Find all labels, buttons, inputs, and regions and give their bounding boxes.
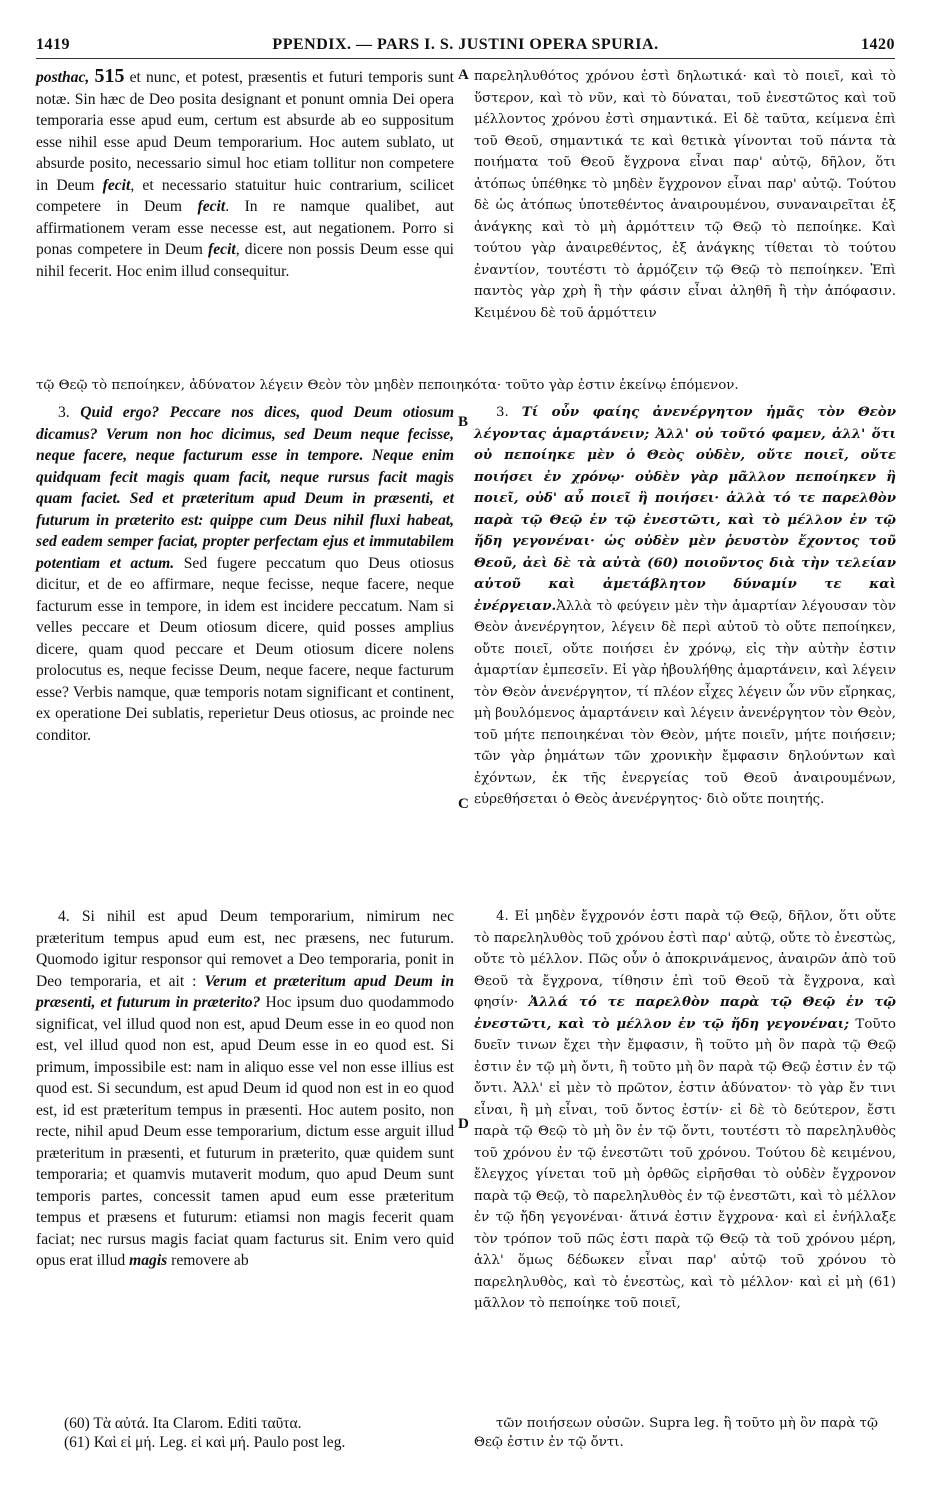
latin-lead-word: posthac, (36, 69, 90, 86)
latin-italic: Quid ergo? Peccare nos dices, quod Deum otiosum dicamus? Verum non hoc dicimus, sed Deum neque fecisse, neque facere, neque facturum esse in tempore. Neque enim quidquam fecit magis quam facit, neque rursus facit magis quam faciet. Sed et præteritum apud Deum in præsenti, et futurum in præterito est: quippe cum Deus nihil fluxi habeat, sed eadem semper faciat, propter perfectam ejus et immutabilem potentiam et actum. (36, 404, 455, 572)
latin-column-upper (36, 66, 454, 282)
latin-italic: fecit (102, 176, 131, 194)
margin-letter-b: B (458, 414, 469, 430)
latin-italic: fecit (208, 241, 236, 258)
latin-column-lower (36, 906, 454, 1272)
latin-column-middle (36, 402, 454, 746)
footnotes-left (64, 1414, 454, 1452)
column-number: 515 (94, 65, 125, 87)
running-header (36, 34, 895, 59)
latin-text: 4. Si nihil est apud Deum temporarium, nimirum nec præteritum tempus apud eum est, nec præsens, nec futurum. Quomodo igitur responsor qui removet a Deo temporaria, ponit in Deo temporaria, et ait : (36, 908, 454, 990)
latin-italic: fecit (197, 198, 226, 215)
latin-paragraph-2 (36, 402, 454, 746)
latin-paragraph-1 (36, 66, 454, 282)
greek-column-lower (474, 906, 896, 1315)
greek-italic: Τί οὖν φαίης ἀνενέργητον ἡμᾶς τὸν Θεὸν λέγοντας ἁμαρτάνειν; Ἀλλ' οὐ τοῦτό φαμεν, ἀλλ' ὅτι οὐ πεποίηκε μὲν ὁ Θεὸς οὐδὲν, οὔτε ποιεῖ, οὔτε ποιήσει ἐν χρόνῳ· οὐδὲν γὰρ μᾶλλον πεποίηκεν ἢ ποιεῖ, οὐδ' αὖ ποιεῖ ἢ ποιήσει· ἀλλὰ τό τε παρελθὸν παρὰ τῷ Θεῷ ἐν τῷ ἐνεστῶτι, καὶ τὸ μέλλον ἐν τῷ ἤδη γεγονέναι· ὡς οὐδὲν μὲν ῥευστὸν ἔχοντος τοῦ Θεοῦ, ἀεὶ δὲ τὰ αὐτὰ (60) ποιοῦντος διὰ τὴν τελείαν αὐτοῦ καὶ ἀμετάβλητον δύναμίν τε καὶ ἐνέργειαν. (474, 404, 896, 614)
greek-paragraph-2 (474, 402, 896, 811)
running-title: PPENDIX. — PARS I. S. JUSTINI OPERA SPURIA. (272, 36, 659, 53)
margin-letter-d: D (458, 1116, 469, 1132)
margin-letter-c: C (458, 796, 469, 812)
latin-italic: Verum et præteritum apud Deum in præsenti, et futurum in præterito? (36, 972, 454, 1011)
footnote-61: (61) Καὶ εἰ μή. Leg. εἰ καὶ μή. Paulo post leg. (64, 1434, 346, 1451)
footnotes-right: τῶν ποιήσεων οὐσῶν. Supra leg. ἢ τοῦτο μὴ ὂν παρὰ τῷ Θεῷ ἐστιν ἐν τῷ ὄντι. (474, 1416, 878, 1450)
greek-italic: Ἀλλά τό τε παρελθὸν παρὰ τῷ Θεῷ ἐν τῷ ἐνεστῶτι, καὶ τὸ μέλλον ἐν τῷ ἤδη γεγονέναι; (474, 994, 896, 1032)
page-number-right: 1420 (861, 36, 895, 53)
greek-text: Τοῦτο δυεῖν τινων ἔχει τὴν ἔμφασιν, ἢ τοῦτο μὴ ὂν παρὰ τῷ Θεῷ ἐστιν ἐν τῷ μὴ ὄντι, ἢ τοῦτο μὴ ὂν παρὰ τῷ Θεῷ ἐστιν ἐν τῷ ὄντι. Ἀλλ' εἰ μὲν τὸ πρῶτον, ἐστιν ἀδύνατον· τὸ γὰρ ἔν τινι εἶναι, ἢ μὴ εἶναι, τοῦ ὄντος ἐστίν· εἰ δὲ τὸ δεύτερον, ἔστι παρὰ τῷ Θεῷ τὸ μὴ ὂν ἐν τῷ ὄντι, τουτέστι τὸ παρεληλυθὸς τοῦ χρόνου ἐν τῷ ἐνεστῶτι τοῦ χρόνου. Τούτου δὲ κειμένου, ἔλεγχος γίνεται τοῦ μὴ ὀρθῶς εἰρῆσθαι τὸ οὐδὲν ἔγχρονον παρὰ τῷ Θεῷ, τὸ παρεληλυθὸς ἐν τῷ ἐνεστῶτι, καὶ τὸ μέλλον ἐν τῷ ἤδη γεγονέναι· ἅτινά ἐστιν ἔγχρονα· καὶ εἰ ἐνήλλαξε τὸν τρόπον τοῦ πῶς ἐστι παρὰ τῷ Θεῷ τὰ τοῦ χρόνου μέρη, ἀλλ' ὅμως δέδωκεν εἶναι παρ' αὐτῷ τοῦ χρόνου τὸ παρεληλυθὸς, καὶ τὸ ἐνεστὼς, καὶ τὸ μέλλον· καὶ εἰ μὴ (61) μᾶλλον τὸ πεποίηκε τοῦ ποιεῖ, (474, 1016, 896, 1311)
greek-paragraph-1: παρεληλυθότος χρόνου ἐστὶ δηλωτικά· καὶ τὸ ποιεῖ, καὶ τὸ ὕστερον, καὶ τὸ νῦν, καὶ τὸ δύναται, τοῦ ἐνεστῶτος καὶ τοῦ μέλλοντος χρόνου ἐστὶ σημαντικά. Εἰ δὲ ταῦτα, κείμενα ἐπὶ τοῦ Θεοῦ, σημαντικά τε καὶ θετικὰ γίνονται τοῦ πάντα τὰ ποιήματα τοῦ Θεοῦ ἔγχρονα εἶναι παρ' αὐτῷ, δῆλον, ὅτι ἀτόπως ὑπέθηκε τὸ μηδὲν ἔγχρονον εἶναι παρ' αὐτῷ. Τούτου δὲ ὡς ἀτόπως ὑποτεθέντος ἀναιρουμένου, συναναιρεῖται ἐξ ἀνάγκης καὶ τὸ μὴ ἁρμόττειν τῷ Θεῷ τὸ πεποίηκε. Καὶ τούτου γὰρ ἀναιρεθέντος, ἐξ ἀνάγκης τίθεται τὸ τούτου ἐναντίον, τουτέστι τὸ ἁρμόζειν τῷ Θεῷ τὸ πεποίηκεν. Ἐπὶ παντὸς γὰρ χρὴ ἢ τὴν φάσιν εἶναι ἀληθῆ ἢ τὴν ἀπόφασιν. Κειμένου δὲ τοῦ ἁρμόττειν (474, 69, 896, 321)
greek-text: Ἀλλὰ τὸ φεύγειν μὲν τὴν ἁμαρτίαν λέγουσαν τὸν Θεὸν ἀνενέργητον, λέγειν δὲ περὶ αὐτοῦ τὸ οὔτε πεποίηκεν, οὔτε ποιεῖ, οὔτε ποιήσει ἐν χρόνῳ, εἰς τὴν αὐτὴν ἐστιν ἁμαρτίαν ἐμπεσεῖν. Εἰ γὰρ ἠβουλήθης ἁμαρτάνειν, καὶ λέγειν τὸν Θεὸν ἀνενέργητον, τί πλέον εἶχες λέγειν ὧν νῦν εἴρηκας, μὴ βουλόμενος ἁμαρτάνειν καὶ λέγειν ἀνενέργητον τὸν Θεὸν, τοῦ μήτε πεποιηκέναι τὸν Θεὸν, μήτε ποιεῖν, μήτε ποιήσειν; τῶν γὰρ ῥημάτων τῶν χρονικὴν ἔμφασιν δηλούντων καὶ ἐχόντων, ἐκ τῆς ἐνεργείας τοῦ Θεοῦ ἀναιρουμένων, εὑρεθήσεται ὁ Θεὸς ἀνενέργητος· διὸ οὔτε ποιητής. (474, 598, 896, 807)
latin-text: removere ab (167, 1252, 249, 1269)
footnote-60: (60) Τὰ αὐτά. Ita Clarom. Editi ταῦτα. (64, 1415, 302, 1432)
latin-italic: magis (129, 1252, 168, 1269)
page-number-left: 1419 (36, 36, 70, 53)
margin-letter-a: A (458, 67, 469, 83)
latin-text: Hoc ipsum duo quodammodo significat, vel illud quod non est, apud Deum esse in eo quod non est, vel illud quod non est, apud Deum esse in eo quod est. Si primum, impossibile est: nam in aliquo esse vel non esse illius est quod est. Si secundum, est apud Deum id quod non est in eo quod est, id est præteritum tempus in præsenti. Hoc autem posito, non recte, nihil apud Deum esse temporarium, dictum esse arguit illud præteritum in præsenti, et futurum in præterito, quæ quidem sunt temporaria; et quamvis mutaverit modum, quo apud Deum sunt temporis partes, concessit tamen apud eum esse præteritum tempus et præsens et futurum: etiamsi non magis fecerit quam faciat; nec rursus magis faciat quam facturus sit. Enim vero quid opus erat illud (36, 994, 454, 1269)
greek-column-upper (474, 66, 896, 324)
latin-text: Sed fugere peccatum quo Deus otiosus dicitur, et de eo affirmare, neque fecisse, neque facere, neque facturum esse in tempore, in idem est incidere peccatum. Nam si velles peccare et Deum otiosum dicere, quid posses amplius dicere, quam quod peccare et Deum otiosum dicere nolens prolocutus es, neque fecisse Deum, neque facere, neque facturum esse? Verbis namque, quæ temporis notam significant et continent, ex operatione Dei sublatis, reperietur Deus otiosus, ac proinde nec conditor. (36, 554, 454, 744)
latin-paragraph-3 (36, 906, 454, 1272)
spanning-greek-line: τῷ Θεῷ τὸ πεποίηκεν, ἀδύνατον λέγειν Θεὸν τὸν μηδὲν πεποιηκότα· τοῦτο γὰρ ἐστιν ἐκείνῳ ἑπόμενον. (36, 378, 739, 393)
latin-text: , et necessario statuitur huic contrarium, scilicet competere in Deum (36, 176, 454, 215)
latin-text: . In re namque qualibet, aut affirmationem veram esse necesse est, aut negationem. Porro si ponas competere in Deum (36, 198, 454, 258)
greek-text: 4. Εἰ μηδὲν ἔγχρονόν ἐστι παρὰ τῷ Θεῷ, δῆλον, ὅτι οὔτε τὸ παρεληλυθὸς τοῦ χρόνου ἐστὶ παρ' αὐτῷ, οὔτε τὸ ἐνεστὼς, οὔτε τὸ μέλλον. Πῶς οὖν ὁ ἀποκρινάμενος, ἀναιρῶν ἀπὸ τοῦ Θεοῦ τὰ ἔγχρονα, τίθησιν ἐπὶ τοῦ Θεοῦ τὰ ἔγχρονα, καὶ φησίν· (474, 909, 896, 1010)
section-number: 3. (496, 405, 522, 420)
latin-text: , dicere non possis Deum esse qui nihil fecerit. Hoc enim illud consequitur. (36, 241, 454, 280)
section-number: 3. (58, 404, 81, 421)
greek-column-middle (474, 402, 896, 811)
greek-paragraph-3 (474, 906, 896, 1315)
latin-text: et nunc, et potest, præsentis et futuri temporis sunt notæ. Sin hæc de Deo posita designant et ponunt omnia Dei opera temporaria esse apud eum, certum est absurde ab eo suppositum esse nihil esse apud Deum temporarium. Hoc autem sublato, ut absurde posito, necessario simul hoc etiam tollitur non competere in Deum (36, 69, 454, 194)
